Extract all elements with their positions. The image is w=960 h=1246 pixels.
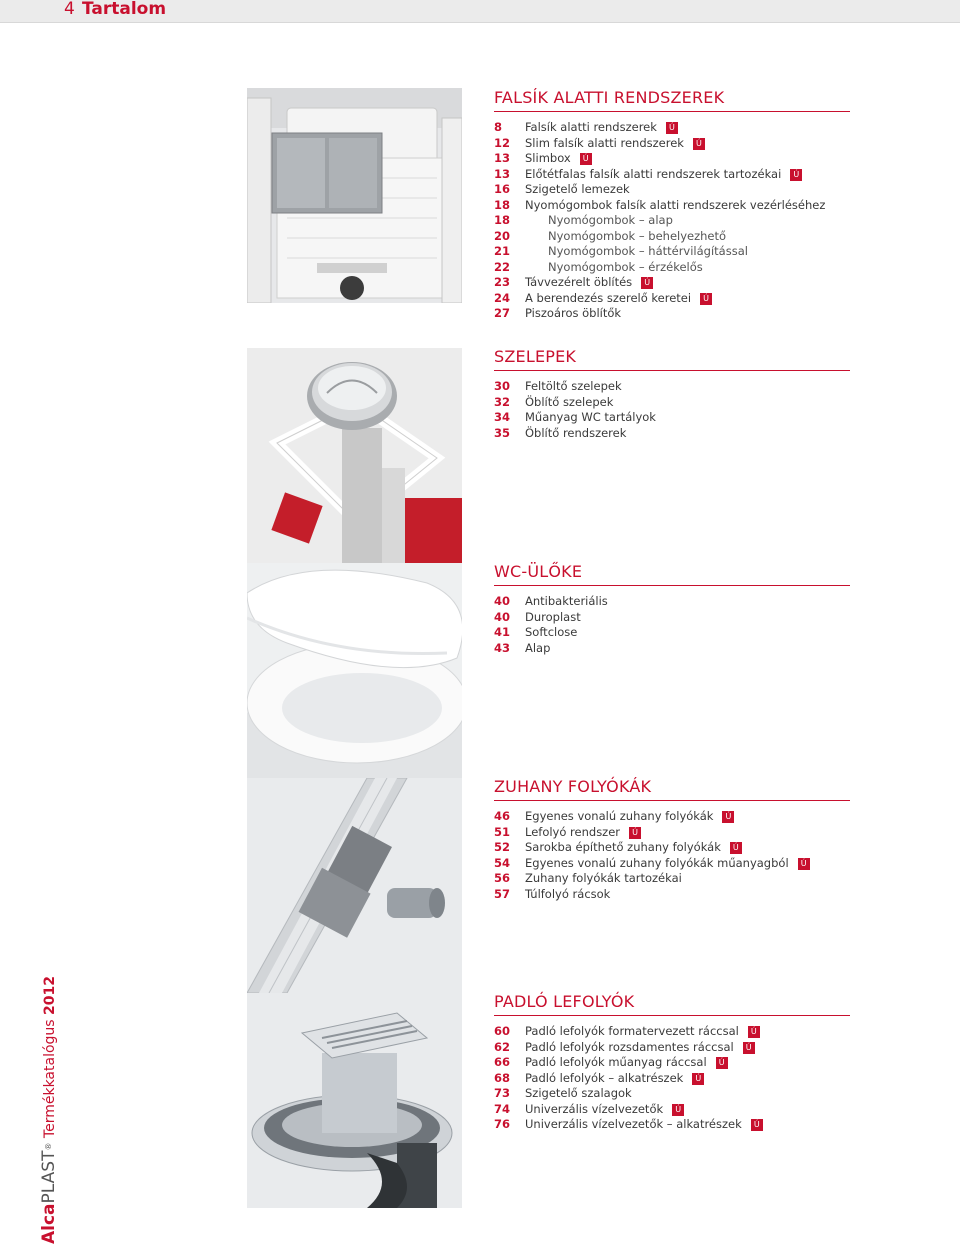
brand-logo-alca: Alca: [39, 1203, 59, 1244]
toc-item[interactable]: [494, 306, 850, 322]
page-ref: 13: [494, 151, 511, 165]
page-ref: 34: [494, 410, 511, 424]
toc-item[interactable]: [494, 1086, 850, 1102]
new-badge: Ú: [666, 122, 678, 134]
entry-label: Duroplast: [525, 609, 581, 624]
toc-item[interactable]: [494, 136, 850, 152]
page-ref: 56: [494, 871, 511, 885]
toc-subitem[interactable]: [494, 260, 850, 276]
entry-label: Feltöltő szelepek: [525, 379, 622, 393]
entry-label: Falsík alatti rendszerek: [525, 120, 657, 134]
section-title: ZUHANY FOLYÓKÁK: [494, 776, 850, 801]
new-badge: Ú: [641, 277, 653, 289]
registered-mark: ®: [44, 1142, 53, 1151]
section-title: SZELEPEK: [494, 346, 850, 371]
entry-label: Nyomógombok – behelyezhető: [548, 228, 727, 243]
toc-item[interactable]: [494, 410, 850, 426]
page-ref: 35: [494, 425, 511, 440]
toc-item[interactable]: [494, 871, 850, 887]
new-badge: Ú: [751, 1119, 763, 1131]
entry-label: Univerzális vízelvezetők – alkatrészek: [525, 1117, 742, 1131]
section-toilet-seats: [494, 561, 850, 656]
page-ref: 76: [494, 1117, 511, 1131]
page-ref: 40: [494, 609, 511, 624]
page-ref: 43: [494, 640, 511, 655]
new-badge: Ú: [716, 1057, 728, 1069]
flush-valve-photo: [247, 348, 462, 563]
toc-item[interactable]: [494, 182, 850, 198]
entry-label: Egyenes vonalú zuhany folyókák műanyagból: [525, 855, 789, 870]
page-ref: 30: [494, 379, 511, 393]
entry-label: Padló lefolyók formatervezett ráccsal: [525, 1024, 739, 1038]
toc-item[interactable]: [494, 167, 850, 183]
new-badge: Ú: [580, 153, 592, 165]
page-ref: 51: [494, 824, 511, 839]
new-badge: Ú: [672, 1104, 684, 1116]
catalog-year: 2012: [42, 975, 58, 1015]
toc-item[interactable]: [494, 1024, 850, 1040]
new-badge: Ú: [722, 811, 734, 823]
entry-label: Sarokba építhető zuhany folyókák: [525, 840, 721, 854]
entry-label: A berendezés szerelő keretei: [525, 290, 692, 305]
toc-item[interactable]: [494, 198, 850, 214]
entry-label: Túlfolyó rácsok: [525, 886, 611, 901]
page-ref: 18: [494, 213, 511, 227]
page-ref: 24: [494, 290, 511, 305]
toc-subitem[interactable]: [494, 229, 850, 245]
entry-label: Univerzális vízelvezetők: [525, 1101, 664, 1116]
toc-list: [494, 594, 850, 656]
toc-item[interactable]: [494, 1102, 850, 1118]
page-ref: 21: [494, 244, 511, 258]
section-wall-systems: [494, 87, 850, 322]
entry-label: Softclose: [525, 625, 578, 639]
page-ref: 20: [494, 228, 511, 243]
toc-item[interactable]: [494, 1040, 850, 1056]
toc-item[interactable]: [494, 426, 850, 442]
toc-item[interactable]: [494, 379, 850, 395]
page-ref: 27: [494, 306, 511, 320]
toc-item[interactable]: [494, 610, 850, 626]
toc-item[interactable]: [494, 641, 850, 657]
entry-label: Slimbox: [525, 151, 571, 165]
page-number: 4: [64, 0, 75, 19]
toc-item[interactable]: [494, 809, 850, 825]
toc-list: [494, 120, 850, 322]
entry-label: Lefolyó rendszer: [525, 824, 621, 839]
toc-item[interactable]: [494, 1071, 850, 1087]
entry-label: Öblítő rendszerek: [525, 425, 627, 440]
page-ref: 60: [494, 1024, 511, 1038]
toc-item[interactable]: [494, 887, 850, 903]
entry-label: Padló lefolyók műanyag ráccsal: [525, 1055, 707, 1069]
section-title: FALSÍK ALATTI RENDSZEREK: [494, 87, 850, 112]
toc-item[interactable]: [494, 856, 850, 872]
entry-label: Öblítő szelepek: [525, 394, 614, 409]
page-ref: 18: [494, 197, 511, 212]
entry-label: Szigetelő lemezek: [525, 182, 630, 196]
page-ref: 57: [494, 886, 511, 901]
entry-label: Slim falsík alatti rendszerek: [525, 135, 684, 150]
brand-logo-plast: PLAST: [39, 1150, 59, 1204]
page-ref: 12: [494, 135, 511, 150]
page-ref: 66: [494, 1055, 511, 1069]
catalog-label: Termékkatalógus: [42, 1019, 58, 1139]
page-ref: 62: [494, 1039, 511, 1054]
page-ref: 68: [494, 1070, 511, 1085]
entry-label: Műanyag WC tartályok: [525, 410, 656, 424]
page-ref: 40: [494, 594, 511, 608]
entry-label: Nyomógombok – háttérvilágítással: [548, 244, 748, 258]
section-title: PADLÓ LEFOLYÓK: [494, 991, 850, 1016]
floor-drain-photo: [247, 993, 462, 1208]
toc-item[interactable]: [494, 275, 850, 291]
page-ref: 54: [494, 855, 511, 870]
page-ref: 23: [494, 275, 511, 289]
entry-label: Nyomógombok – alap: [548, 213, 673, 227]
page-ref: 13: [494, 166, 511, 181]
entry-label: Nyomógombok – érzékelős: [548, 259, 703, 274]
entry-label: Nyomógombok falsík alatti rendszerek vezérléséhez: [525, 197, 826, 212]
toc-list: [494, 1024, 850, 1133]
toc-item[interactable]: [494, 840, 850, 856]
entry-label: Piszoáros öblítők: [525, 306, 622, 320]
entry-label: Egyenes vonalú zuhany folyókák: [525, 809, 714, 823]
toc-list: [494, 809, 850, 902]
page-header: [0, 0, 960, 23]
entry-label: Előtétfalas falsík alatti rendszerek tartozékai: [525, 166, 782, 181]
new-badge: Ú: [743, 1042, 755, 1054]
entry-label: Zuhany folyókák tartozékai: [525, 871, 682, 885]
toc-item[interactable]: [494, 1055, 850, 1071]
new-badge: Ú: [730, 842, 742, 854]
brand-sidebar: [39, 975, 59, 1244]
new-badge: Ú: [693, 138, 705, 150]
entry-label: Távvezérelt öblítés: [525, 275, 633, 289]
page-ref: 16: [494, 182, 511, 196]
toc-subitem[interactable]: [494, 213, 850, 229]
page-ref: 22: [494, 259, 511, 274]
page-title: Tartalom: [82, 0, 167, 19]
section-valves: [494, 346, 850, 441]
shower-drain-photo: [247, 778, 462, 993]
new-badge: Ú: [790, 169, 802, 181]
section-shower-drains: [494, 776, 850, 902]
entry-label: Szigetelő szalagok: [525, 1086, 632, 1100]
page-ref: 52: [494, 840, 511, 854]
entry-label: Alap: [525, 640, 551, 655]
toc-item[interactable]: [494, 825, 850, 841]
page-ref: 73: [494, 1086, 511, 1100]
section-title: WC-ÜLŐKE: [494, 561, 850, 586]
toc-list: [494, 379, 850, 441]
new-badge: Ú: [629, 827, 641, 839]
entry-label: Padló lefolyók – alkatrészek: [525, 1070, 684, 1085]
new-badge: Ú: [748, 1026, 760, 1038]
page-ref: 8: [494, 120, 503, 134]
toc-item[interactable]: [494, 1117, 850, 1133]
page-ref: 46: [494, 809, 511, 823]
toc-item[interactable]: [494, 151, 850, 167]
toc-item[interactable]: [494, 625, 850, 641]
toc-item[interactable]: [494, 120, 850, 136]
wall-frame-photo: [247, 88, 462, 303]
section-floor-drains: [494, 991, 850, 1133]
entry-label: Antibakteriális: [525, 594, 608, 608]
page-ref: 41: [494, 625, 511, 639]
toc-item[interactable]: [494, 594, 850, 610]
new-badge: Ú: [798, 858, 810, 870]
new-badge: Ú: [692, 1073, 704, 1085]
brand-text: [39, 975, 59, 1244]
new-badge: Ú: [700, 293, 712, 305]
entry-label: Padló lefolyók rozsdamentes ráccsal: [525, 1039, 734, 1054]
toc-item[interactable]: [494, 395, 850, 411]
toc-item[interactable]: [494, 291, 850, 307]
page-ref: 32: [494, 394, 511, 409]
toilet-seat-photo: [247, 563, 462, 778]
toc-subitem[interactable]: [494, 244, 850, 260]
page-ref: 74: [494, 1101, 511, 1116]
